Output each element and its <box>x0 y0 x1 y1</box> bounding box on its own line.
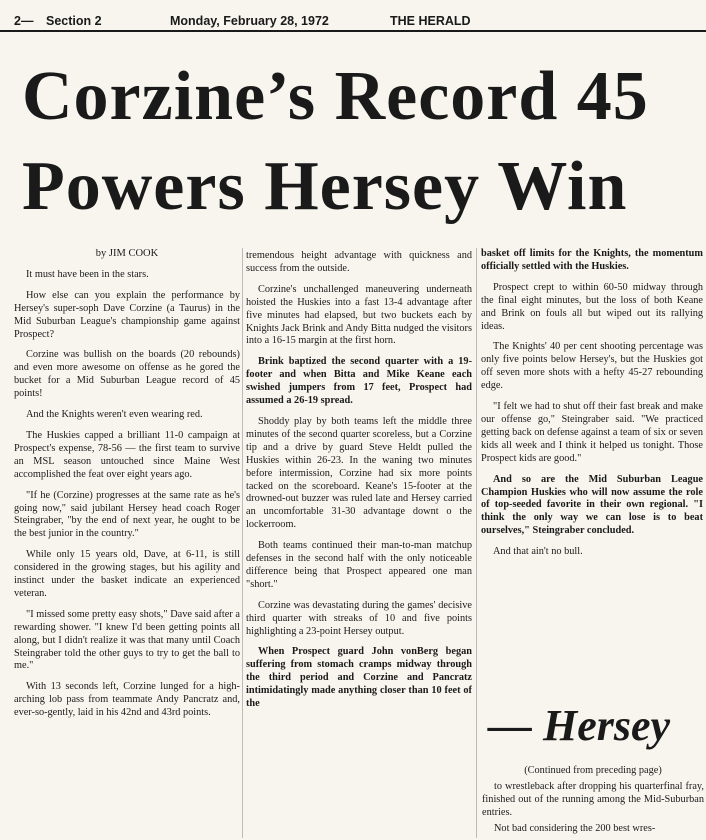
paragraph: It must have been in the stars. <box>26 268 149 280</box>
headline-line-2: Powers Hersey Win <box>22 148 628 225</box>
article-column-1 <box>14 248 240 838</box>
jump-headline: — Hersey <box>488 701 671 750</box>
issue-date: Monday, February 28, 1972 <box>170 14 329 28</box>
paragraph: Corzine was bullish on the boards (20 rebounds) and even more awesome on offense as he gored the bucket for a Mid Suburban League record of 45 points! <box>14 349 240 400</box>
paragraph: While only 15 years old, Dave, at 6-11, is still considered in the growing stages, but his agility and instinct under the basket indicate an experienced veteran. <box>14 549 240 599</box>
paragraph: And the Knights weren't even wearing red. <box>26 409 203 421</box>
paragraph: The Huskies capped a brilliant 11-0 campaign at Prospect's expense, 78-56 — the first team to survive an MSL season untouched since Maine West accomplished the feat over eight years ago. <box>14 429 240 480</box>
section-label: Section 2 <box>46 14 102 28</box>
paragraph: "I felt we had to shut off their fast break and make our offense go," Steingraber said. "We practiced getting back on defense against a team of six or seven kids all week and I think it helped us tonight. Those Prospect kids are good." <box>481 401 703 464</box>
paragraph: With 13 seconds left, Corzine lunged for a high-arching lob pass from teammate Andy Pancratz and, ever-so-gently, laid in his 42nd and 43rd points. <box>14 681 240 719</box>
paragraph: Corzine's unchallenged maneuvering underneath hoisted the Huskies into a fast 13-4 advantage after five minutes had elapsed, but two buckets each by Knights Jack Brink and Andy Bitta nudged the visitors into a 16-15 margin at the first horn. <box>246 283 472 347</box>
article-column-2 <box>246 250 472 840</box>
paragraph: "I missed some pretty easy shots," Dave said after a rewarding shower. "I knew I'd been getting points all along, but I didn't realize it was that many until Coach Steingraber told the other guys to try to get the ball to me." <box>14 608 240 672</box>
paragraph: The Knights' 40 per cent shooting percentage was only five points below Hersey's, but the Huskies got off seven more shots with a hefty 45-27 rebounding edge. <box>481 341 703 392</box>
headline-line-1: Corzine’s Record 45 <box>22 58 649 135</box>
paragraph: Shoddy play by both teams left the middle three minutes of the second quarter scoreless, but a Corzine tip and a drive by guard Steve Heldt pulled the Huskies within 26-23. In the waning two minutes before intermission, Corzine had six more points tacked on the scoreboard. Keane's 15-footer at the drowned-out buzzer was ruled late and Hersey carried an uncomfortable 31-30 advantage downt o the lockerroom. <box>246 415 472 531</box>
paragraph: Prospect crept to within 60-50 midway through the final eight minutes, but the loss of both Keane and Brink on fouls all but wiped out its rallying ideas. <box>481 281 703 332</box>
column-divider <box>242 248 243 838</box>
continued-story <box>482 765 704 839</box>
paragraph: And that ain't no bull. <box>493 546 583 558</box>
column-divider <box>476 248 477 838</box>
paragraph: Brink baptized the second quarter with a 19-footer and when Bitta and Mike Keane each swished jumpers from 17 feet, Prospect had assumed a 26-19 spread. <box>246 356 472 407</box>
paragraph: tremendous height advantage with quickness and success from the outside. <box>246 250 472 274</box>
masthead-rule <box>0 30 706 32</box>
paragraph: Both teams continued their man-to-man matchup defenses in the second half with the only noticeable difference being that Prospect appeared one man "short." <box>246 540 472 590</box>
paragraph: How else can you explain the performance by Hersey's super-soph Dave Corzine (a Taurus) in the Mid Suburban League's championship game against Prospect? <box>14 289 240 340</box>
paragraph: to wrestleback after dropping his quarterfinal fray, finished out of the running among the Mid-Suburban entries. <box>482 780 704 818</box>
paragraph: Corzine was devastating during the games' decisive third quarter with streaks of 10 and five points highlighting a 23-point Hersey output. <box>246 599 472 637</box>
continued-note: (Continued from preceding page) <box>524 765 662 776</box>
paragraph: basket off limits for the Knights, the momentum officially settled with the Huskies. <box>481 248 703 272</box>
paragraph: And so are the Mid Suburban League Champion Huskies who will now assume the role of top-seeded favorite in their own regional. "I think the only way we can lose is to beat ourselves," Steingraber concluded. <box>481 473 703 537</box>
paragraph: When Prospect guard John vonBerg began suffering from stomach cramps midway through the third period and Corzine and Pancratz intimidatingly made anything closer than 10 feet of the <box>246 646 472 710</box>
page-number: 2— <box>14 14 34 28</box>
paragraph: "If he (Corzine) progresses at the same rate as he's going now," said jubilant Hersey head coach Roger Steingraber, "by the end of next year, he ought to be the best junior in the country." <box>14 489 240 540</box>
newspaper-name: THE HERALD <box>390 14 471 28</box>
byline: by JIM COOK <box>95 248 159 259</box>
masthead <box>14 8 694 30</box>
paragraph: Not bad considering the 200 best wres- <box>494 822 656 834</box>
